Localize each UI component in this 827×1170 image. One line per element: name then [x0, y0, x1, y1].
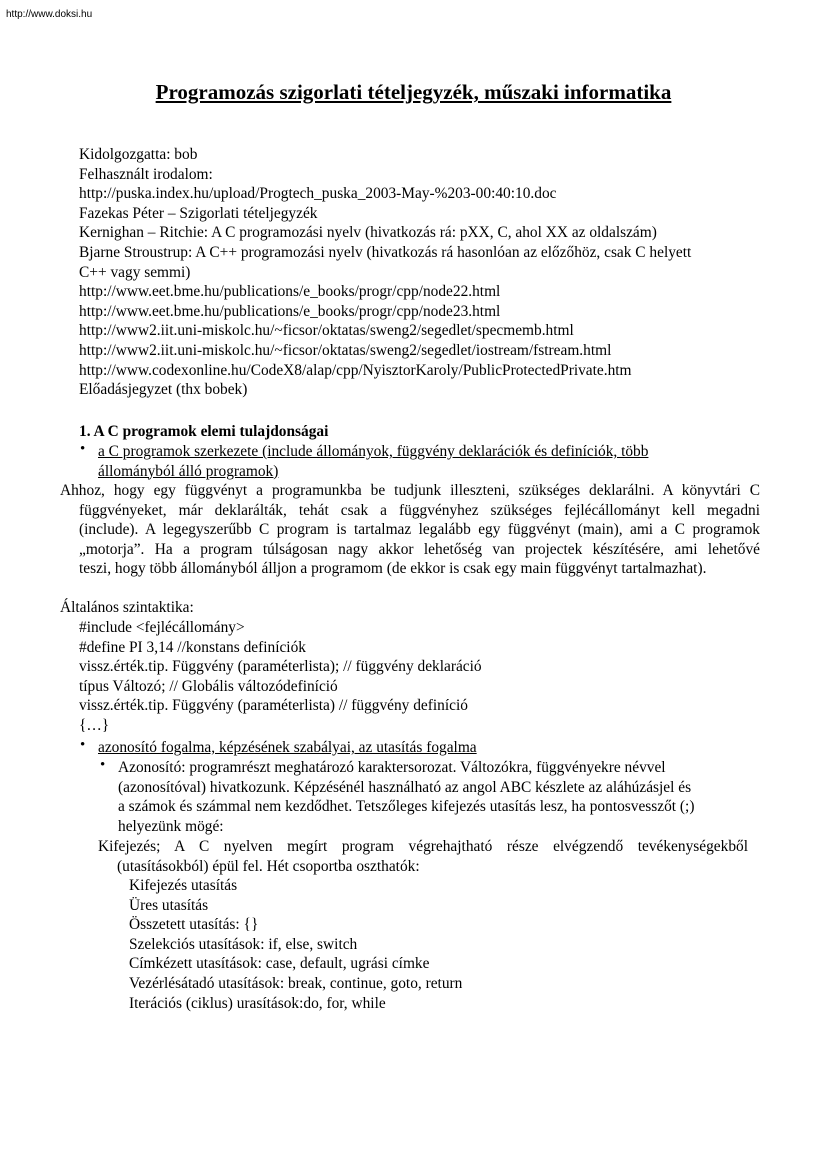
bullet-identifier	[98, 738, 477, 758]
bullet-line: azonosító fogalma, képzésének szabályai, az utasítás fogalma	[98, 739, 477, 756]
paragraph-line: Ahhoz, hogy egy függvényt a programunkba be tudjunk illeszteni, szükséges deklarálni. A könyvtári C	[60, 482, 760, 499]
paragraph-line: „motorja”. Ha a program túlságosan nagy akkor lehetőség van projectek készítésére, ami lehetővé	[79, 540, 760, 558]
reference-link[interactable]: http://www.eet.bme.hu/publications/e_books/progr/cpp/node23.html	[79, 302, 501, 320]
reference-link[interactable]: http://www.codexonline.hu/CodeX8/alap/cpp/NyisztorKaroly/PublicProtectedPrivate.htm	[79, 361, 632, 379]
statement-group: Szelekciós utasítások: if, else, switch	[129, 935, 358, 953]
source-url[interactable]: http://www.doksi.hu	[6, 9, 93, 20]
section-heading: 1. A C programok elemi tulajdonságai	[79, 423, 329, 440]
statement-group: Kifejezés utasítás	[129, 877, 238, 894]
sub-bullet-identifier	[118, 758, 694, 836]
bullet-structure	[98, 442, 648, 481]
reference-line: Fazekas Péter – Szigorlati tételjegyzék	[79, 204, 318, 222]
paragraph-line: Kifejezés; A C nyelven megírt program végrehajtható része elvégzendő tevékenységekből	[98, 838, 748, 855]
reference-line: C++ vagy semmi)	[79, 263, 191, 281]
literature-label: Felhasznált irodalom:	[79, 165, 213, 183]
statement-group: Iterációs (ciklus) urasítások:do, for, while	[129, 994, 386, 1012]
reference-line: Előadásjegyzet (thx bobek)	[79, 381, 248, 399]
bullet-icon: •	[80, 737, 86, 753]
reference-link[interactable]: http://www.eet.bme.hu/publications/e_books/progr/cpp/node22.html	[79, 283, 501, 301]
reference-link[interactable]: http://puska.index.hu/upload/Progtech_puska_2003-May-%203-00:40:10.doc	[79, 185, 557, 203]
syntax-line: #define PI 3,14 //konstans definíciók	[79, 638, 306, 656]
page-title: Programozás szigorlati tételjegyzék, műszaki informatika	[155, 80, 672, 104]
syntax-line: vissz.érték.tip. Függvény (paraméterlista) // függvény definíció	[79, 697, 468, 715]
syntax-line: #include <fejlécállomány>	[79, 619, 245, 636]
reference-link[interactable]: http://www2.iit.uni-miskolc.hu/~ficsor/oktatas/sweng2/segedlet/iostream/fstream.html	[79, 341, 612, 359]
statement-group: Üres utasítás	[129, 896, 209, 914]
syntax-line: típus Változó; // Globális változódefiníció	[79, 677, 338, 695]
sub-bullet-line: a számok és számmal nem kezdődhet. Tetszőleges kifejezés utasítás lesz, ha pontosvesszőt (;)	[118, 798, 695, 816]
reference-line: Bjarne Stroustrup: A C++ programozási nyelv (hivatkozás rá hasonlóan az előzőhöz, csak C helyett	[79, 243, 692, 261]
paragraph-line: teszi, hogy több állományból álljon a programom (de ekkor is csak egy main függvényt tartalmazhat).	[79, 560, 707, 578]
bullet-icon: •	[80, 441, 86, 457]
sub-bullet-icon: •	[100, 757, 106, 773]
statement-group: Vezérlésátadó utasítások: break, continue, goto, return	[129, 974, 463, 992]
expression-paragraph	[98, 837, 748, 876]
paragraph-declaration	[60, 481, 760, 579]
author-line: Kidolgozgatta: bob	[79, 146, 198, 163]
paragraph-line: függvényeket, már deklarálták, tehát csak a függvényhez szükséges fejlécállományt kell megadni	[79, 501, 760, 519]
bullet-line: állományból álló programok)	[98, 462, 279, 480]
reference-line: Kernighan – Ritchie: A C programozási nyelv (hivatkozás rá: pXX, C, ahol XX az oldalszám)	[79, 224, 657, 242]
syntax-line: {…}	[79, 716, 110, 734]
intro-block	[79, 145, 691, 400]
statement-group: Összetett utasítás: {}	[129, 916, 259, 934]
sub-bullet-line: (azonosítóval) hivatkozunk. Képzésénél használható az angol ABC készlete az aláhúzásjel és	[118, 778, 692, 796]
paragraph-line: (include). A legegyszerűbb C program is tartalmaz legalább egy függvényt (main), ami a C programok	[79, 521, 760, 539]
syntax-line: vissz.érték.tip. Függvény (paraméterlista); // függvény deklaráció	[79, 658, 482, 676]
reference-link[interactable]: http://www2.iit.uni-miskolc.hu/~ficsor/oktatas/sweng2/segedlet/specmemb.html	[79, 322, 574, 340]
sub-bullet-line: Azonosító: programrészt meghatározó karaktersorozat. Változókra, függvényekre névvel	[118, 759, 666, 776]
statement-groups	[129, 876, 462, 1013]
syntax-block	[79, 618, 482, 736]
syntax-label: Általános szintaktika:	[60, 599, 194, 616]
sub-bullet-line: helyezünk mögé:	[118, 817, 224, 835]
bullet-line: a C programok szerkezete (include állományok, függvény deklarációk és definíciók, több	[98, 443, 649, 460]
paragraph-line: (utasításokból) épül fel. Hét csoportba oszthatók:	[117, 857, 420, 875]
statement-group: Címkézett utasítások: case, default, ugrási címke	[129, 955, 430, 973]
